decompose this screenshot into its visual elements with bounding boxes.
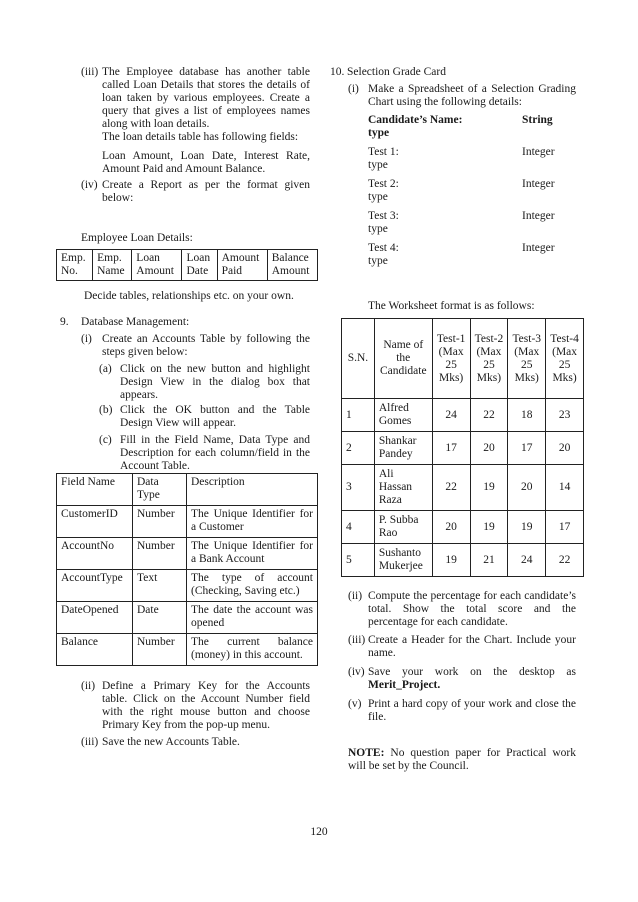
q10-title: Selection Grade Card [347,66,446,78]
table-cell: 22 [470,399,508,432]
loan-title: Employee Loan Details: [81,232,193,244]
table-cell: Ali Hassan Raza [374,465,432,511]
table-cell: 20 [432,511,470,544]
table-cell: 22 [432,465,470,511]
table-cell: 2 [342,432,375,465]
q10-i-text: Make a Spreadsheet of a Selection Grading Chart using the following details: [368,83,576,108]
worksheet-header-cell: Test-3 (Max 25 Mks) [508,319,546,399]
loan-header-cell: Balance Amount [267,250,317,281]
table-row [57,634,318,666]
table-cell: 17 [546,511,584,544]
worksheet-header-cell: Test-4 (Max 25 Mks) [546,319,584,399]
table-cell: The Unique Identifier for a Bank Account [187,538,318,570]
loan-header-cell: Loan Date [182,250,217,281]
q9-i-num: (i) [81,333,92,345]
table-cell: 19 [508,511,546,544]
table-cell: 21 [470,544,508,577]
detail-sub: type [368,127,390,139]
detail-type: Integer [522,146,555,158]
table-row [57,506,318,538]
table-cell: 19 [470,465,508,511]
detail-type: Integer [522,210,555,222]
accounts-table [56,473,318,666]
table-cell: The Unique Identifier for a Customer [187,506,318,538]
q10-num: 10. [330,66,345,78]
q10-iv-num: (iv) [348,666,365,678]
q10-ii-num: (ii) [348,590,363,602]
detail-type: Integer [522,242,555,254]
q9-c-num: (c) [99,434,112,446]
table-row [342,511,584,544]
item-ii-num: (ii) [81,680,96,692]
table-cell: 20 [508,465,546,511]
table-cell: Date [133,602,187,634]
detail-label: Candidate’s Name: [368,114,463,126]
table-row [342,544,584,577]
detail-label: Test 4: [368,242,399,254]
table-cell: AccountType [57,570,133,602]
q10-iv-text-bold: Merit_Project. [368,679,441,691]
item-iii2-text: Save the new Accounts Table. [102,736,240,748]
table-cell: 14 [546,465,584,511]
page-number: 120 [310,826,328,838]
item-iii2-num: (iii) [81,736,99,748]
q10-iii-num: (iii) [348,634,366,646]
worksheet-intro: The Worksheet format is as follows: [368,300,535,312]
item-iv-num: (iv) [81,179,98,191]
q9-a-num: (a) [99,363,112,375]
table-row [57,602,318,634]
table-cell: 17 [508,432,546,465]
table-cell: 5 [342,544,375,577]
worksheet-header-cell: Test-1 (Max 25 Mks) [432,319,470,399]
table-cell: CustomerID [57,506,133,538]
q9-a-text: Click on the new button and highlight Design View in the dialog box that appears. [120,363,310,401]
detail-type: Integer [522,178,555,190]
note [348,747,576,773]
table-row [342,432,584,465]
q9-b-num: (b) [99,404,113,416]
table-cell: Sushanto Mukerjee [374,544,432,577]
table-cell: 3 [342,465,375,511]
table-cell: 19 [432,544,470,577]
table-cell: The type of account (Checking, Saving etc.) [187,570,318,602]
note-text: No question paper for Practical work will be set by the Council. [348,747,577,772]
table-cell: 24 [508,544,546,577]
q10-iv-text [368,666,576,692]
detail-type: String [522,114,553,126]
fields-list: Loan Amount, Loan Date, Interest Rate, Amount Paid and Amount Balance. [102,150,310,175]
loan-details-table [56,249,318,281]
item-iii-num: (iii) [81,66,99,78]
q9-num: 9. [60,316,69,328]
item-iv-text: Create a Report as per the format given below: [102,179,310,204]
table-cell: 20 [546,432,584,465]
q10-i-num: (i) [348,83,359,95]
table-cell: AccountNo [57,538,133,570]
detail-label: Test 2: [368,178,399,190]
item-ii-text: Define a Primary Key for the Accounts table. Click on the Account Number field with the right mouse button and choose Primary Key from the pop-up menu. [102,680,310,731]
accounts-header-cell: Description [187,474,318,506]
accounts-header-cell: Field Name [57,474,133,506]
table-cell: 22 [546,544,584,577]
worksheet-header-cell: Name of the Candidate [374,319,432,399]
worksheet-header-cell: Test-2 (Max 25 Mks) [470,319,508,399]
table-cell: Number [133,538,187,570]
loan-header-cell: Emp. Name [93,250,132,281]
detail-label: Test 1: [368,146,399,158]
q9-b-text: Click the OK button and the Table Design View will appear. [120,404,310,429]
table-cell: DateOpened [57,602,133,634]
detail-label: Test 3: [368,210,399,222]
table-cell: P. Subba Rao [374,511,432,544]
table-cell: 4 [342,511,375,544]
detail-sub: type [368,159,388,171]
table-cell: Balance [57,634,133,666]
accounts-header-cell: Data Type [133,474,187,506]
fields-intro: The loan details table has following fields: [102,131,299,143]
q10-ii-text: Compute the percentage for each candidate’s total. Show the total score and the percentage for each candidate. [368,590,576,628]
loan-header-cell: Loan Amount [132,250,182,281]
note-label: NOTE: [348,747,385,759]
worksheet-header-cell: S.N. [342,319,375,399]
worksheet-table [341,318,584,577]
q10-iii-text: Create a Header for the Chart. Include your name. [368,634,576,659]
detail-sub: type [368,255,388,267]
loan-header-cell: Emp. No. [57,250,93,281]
table-cell: 20 [470,432,508,465]
table-cell: 1 [342,399,375,432]
detail-sub: type [368,191,388,203]
decide-note: Decide tables, relationships etc. on your own. [84,290,294,302]
q9-c-text: Fill in the Field Name, Data Type and Description for each column/field in the Account Table. [120,434,310,472]
table-row [57,538,318,570]
item-iii-text: The Employee database has another table called Loan Details that stores the details of loan taken by various employees. Create a query that gives a list of employees names along with loan details. [102,66,310,130]
table-cell: Shankar Pandey [374,432,432,465]
table-cell: Text [133,570,187,602]
q10-v-num: (v) [348,698,362,710]
table-cell: 17 [432,432,470,465]
table-cell: Alfred Gomes [374,399,432,432]
table-row [57,570,318,602]
table-cell: The current balance (money) in this account. [187,634,318,666]
table-row [342,399,584,432]
q9-title: Database Management: [81,316,190,328]
table-cell: 24 [432,399,470,432]
detail-sub: type [368,223,388,235]
q10-iv-text-pre: Save your work on the desktop as [368,666,576,678]
table-cell: The date the account was opened [187,602,318,634]
q10-v-text: Print a hard copy of your work and close the file. [368,698,576,723]
table-row [342,465,584,511]
table-cell: 23 [546,399,584,432]
table-cell: 18 [508,399,546,432]
table-cell: 19 [470,511,508,544]
table-cell: Number [133,634,187,666]
loan-header-cell: Amount Paid [217,250,267,281]
q9-i-text: Create an Accounts Table by following the steps given below: [102,333,310,358]
table-cell: Number [133,506,187,538]
